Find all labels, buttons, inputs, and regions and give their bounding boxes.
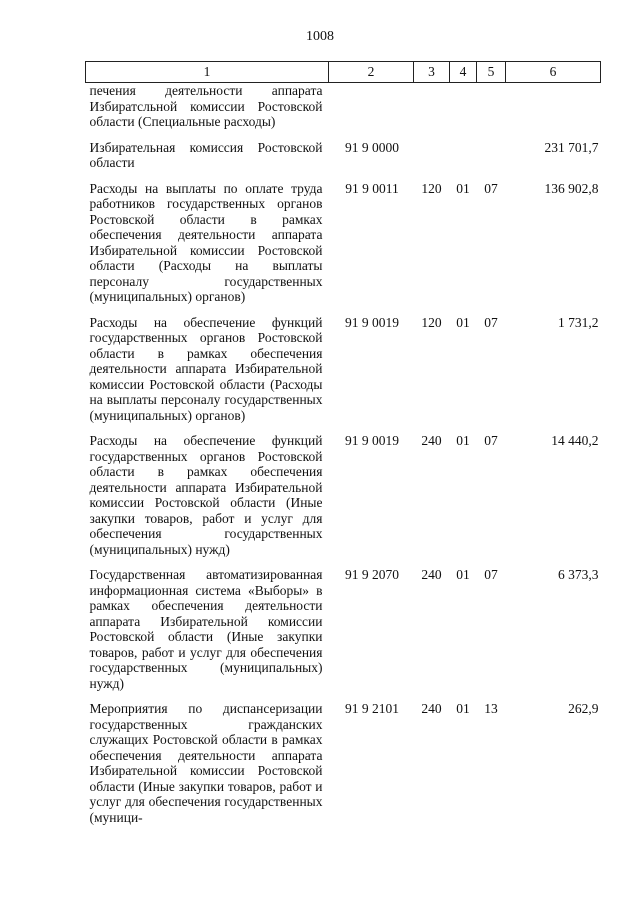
row-section: 01 (456, 567, 470, 582)
row-subsection: 13 (484, 701, 498, 716)
row-name: Расходы на обеспечение функций государственных органов Ростовской области в рамках обеспечения деятельности аппарата Избирательной комиссии Ростовской области (Расходы на выплаты персоналу государственных (муниципальных) органов) (89, 314, 323, 423)
row-code: 91 9 0019 (345, 314, 399, 330)
row-type (414, 140, 450, 181)
header-col-3: 3 (414, 62, 450, 83)
row-amount: 6 373,3 (558, 567, 599, 582)
row-code: 91 9 2101 (345, 701, 399, 716)
table-row (86, 433, 601, 567)
page-number: 1008 (306, 29, 334, 44)
row-subsection: 07 (484, 180, 498, 196)
table-row (86, 701, 601, 835)
row-amount: 262,9 (568, 701, 599, 716)
row-section: 01 (456, 314, 470, 330)
table-row (86, 315, 601, 434)
table-row (86, 567, 601, 701)
row-section: 01 (456, 180, 470, 196)
header-col-1: 1 (86, 62, 329, 83)
table-body (86, 83, 601, 836)
table-header (86, 62, 601, 83)
row-subsection (477, 83, 506, 140)
table-row (86, 181, 601, 315)
row-section: 01 (456, 433, 470, 448)
row-type: 240 (421, 433, 442, 448)
row-name: Избирательная комиссия Ростовской области (89, 139, 323, 170)
row-amount: 231 701,7 (544, 139, 599, 155)
row-code (329, 83, 414, 140)
row-code: 91 9 0019 (345, 433, 399, 448)
row-name: Расходы на выплаты по оплате труда работников государственных органов Ростовской области в рамках обеспечения деятельности аппарата Избирательной комиссии Ростовской области (Расходы на выплаты персоналу государственных (муниципальных) органов) (89, 180, 323, 304)
row-code: 91 9 0000 (345, 139, 399, 155)
header-col-2: 2 (329, 62, 414, 83)
row-amount: 14 440,2 (551, 433, 599, 448)
header-col-4: 4 (450, 62, 477, 83)
row-type: 120 (421, 314, 442, 330)
table-row (86, 83, 601, 140)
row-name: печения деятельности аппарата Избиратсльной комиссии Ростовской области (Специальные расходы) (89, 83, 323, 129)
row-subsection: 07 (484, 567, 498, 582)
header-row (86, 62, 601, 83)
row-code: 91 9 0011 (345, 180, 399, 196)
row-type (414, 83, 450, 140)
header-col-5: 5 (477, 62, 506, 83)
row-type: 120 (421, 180, 442, 196)
row-section: 01 (456, 701, 470, 716)
row-section (450, 140, 477, 181)
row-type: 240 (421, 701, 442, 716)
table-row (86, 140, 601, 181)
row-subsection (477, 140, 506, 181)
header-col-6: 6 (506, 62, 601, 83)
row-section (450, 83, 477, 140)
row-subsection: 07 (484, 433, 498, 448)
row-amount: 136 902,8 (544, 180, 599, 196)
budget-table (85, 61, 601, 835)
row-type: 240 (421, 567, 442, 582)
row-name: Мероприятия по диспансеризации государственных гражданских служащих Ростовской области в рамках обеспечения деятельности аппарата Избирательной комиссии Ростовской области (Иные закупки товаров, работ и услуг для обеспечения государственных (муници- (89, 701, 323, 825)
row-subsection: 07 (484, 314, 498, 330)
row-name: Расходы на обеспечение функций государственных органов Ростовской области в рамках обеспечения деятельности аппарата Избирательной комиссии Ростовской области (Иные закупки товаров, работ и услуг для обеспечения государственных (муниципальных) нужд) (89, 433, 323, 557)
row-amount (506, 83, 601, 140)
row-amount: 1 731,2 (558, 314, 599, 330)
row-code: 91 9 2070 (345, 567, 399, 582)
row-name: Государственная автоматизированная информационная система «Выборы» в рамках обеспечения деятельности аппарата Избирательной комиссии Ростовской области (Иные закупки товаров, работ и услуг для обеспечения государственных (муниципальных) нужд) (89, 567, 323, 691)
